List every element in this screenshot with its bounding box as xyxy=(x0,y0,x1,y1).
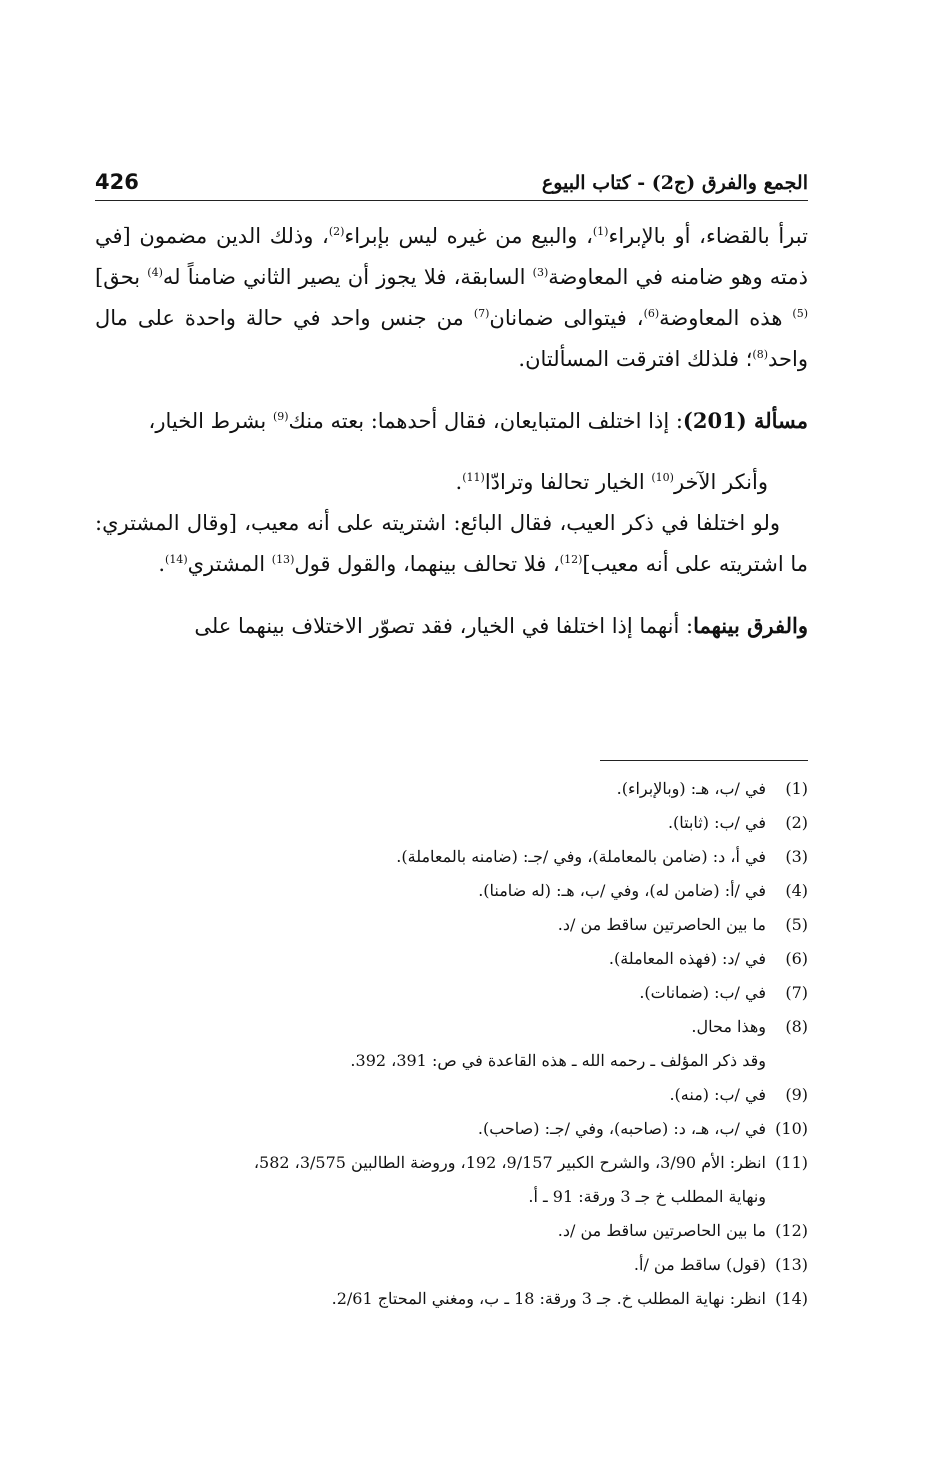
footnote-number: (10) xyxy=(775,1119,808,1138)
para-1: تبرأ بالقضاء، أو بالإبراء$^{(1)}$، والبيع من غيره ليس بإبراء$^{(2)}$، وذلك الدين مضمون [في ذمته وهو ضامنه في المعاوضة$^{(3)}$ السابقة، فلا يجوز أن يصير الثاني ضامناً له$^{(4)}$ بحق]$^{(5)}$ هذه المعاوضة$^{(6)}$، فيتوالى ضمانان$^{(7)}$ من جنس واحد في حالة واحدة على مال واحد$^{(8)}$؛ فلذلك افترقت المسألتان. xyxy=(95,224,808,371)
footnote-text: في /ب: (منه). xyxy=(669,1085,766,1104)
footnote-text: انظر: الأم 3/90، والشرح الكبير 9/157، 192، وروضة الطالبين 3/575، 582، xyxy=(253,1153,766,1172)
para-masala: مسألة (201): إذا اختلف المتبايعان، فقال أحدهما: بعته منك$^{(9)}$ بشرط الخيار، xyxy=(148,408,808,433)
para-masala-cont: وأنكر الآخر$^{(10)}$ الخيار تحالفا وترادّا$^{(11)}$. xyxy=(455,470,768,494)
footnote-number: (5) xyxy=(785,915,808,934)
running-header xyxy=(95,160,808,201)
footnote-text: في /ب: (ضمانات). xyxy=(639,983,766,1002)
footnote-marker: (2) xyxy=(328,225,345,238)
footnote xyxy=(95,908,808,942)
footnote-number: (4) xyxy=(785,881,808,900)
footnote-number: (1) xyxy=(785,779,808,798)
footnote-text: في /ب، هـ: (وبالإبراء). xyxy=(616,779,766,798)
footnote-text: في أ، د: (ضامن بالمعاملة)، وفي /جـ: (ضامنه بالمعاملة). xyxy=(396,847,766,866)
footnote-text: في /د: (فهذه المعاملة). xyxy=(608,949,766,968)
footnote xyxy=(95,1282,808,1316)
footnote-number: (13) xyxy=(775,1255,808,1274)
footnote-marker: (8) xyxy=(752,348,769,361)
footnote-number: (2) xyxy=(785,813,808,832)
footnote xyxy=(95,1078,808,1112)
footnote-marker: (10) xyxy=(651,471,674,484)
footnote-number: (6) xyxy=(785,949,808,968)
footnote-marker: (6) xyxy=(643,307,660,320)
footnote-number: (12) xyxy=(775,1221,808,1240)
footnote xyxy=(95,772,808,806)
bold-label: والفرق بينهما xyxy=(693,613,808,638)
footnote-text: في /ب، هـ، د: (صاحبه)، وفي /جـ: (صاحب). xyxy=(477,1119,766,1138)
bold-label: مسألة (201) xyxy=(682,408,808,433)
footnote-marker: (5) xyxy=(792,307,808,320)
footnote xyxy=(95,1214,808,1248)
footnote-marker: (9) xyxy=(272,410,289,423)
footnote-text: (قول) ساقط من /أ. xyxy=(633,1255,766,1274)
footnote-number: (3) xyxy=(785,847,808,866)
footnote xyxy=(95,806,808,840)
footnote-number: (11) xyxy=(775,1153,808,1172)
footnote xyxy=(95,1044,808,1078)
footnote-number: (14) xyxy=(775,1289,808,1308)
footnote-text: في /ب: (ثابتا). xyxy=(667,813,766,832)
footnote-marker: (1) xyxy=(592,225,609,238)
footnote xyxy=(95,1112,808,1146)
footnote-marker: (4) xyxy=(147,266,163,279)
footnote-number: (9) xyxy=(785,1085,808,1104)
footnote-marker: (11) xyxy=(462,471,485,484)
footnote xyxy=(95,976,808,1010)
footnote xyxy=(95,942,808,976)
footnote-marker: (13) xyxy=(271,553,295,566)
footnote-text: ما بين الحاصرتين ساقط من /د. xyxy=(557,1221,766,1240)
footnote-marker: (3) xyxy=(532,266,549,279)
footnote-number: (8) xyxy=(785,1017,808,1036)
footnote xyxy=(95,874,808,908)
footnote-marker: (7) xyxy=(473,307,490,320)
footnote-text: ما بين الحاصرتين ساقط من /د. xyxy=(557,915,766,934)
footnote-text: انظر: نهاية المطلب خ. جـ 3 ورقة: 18 ـ ب، ومغني المحتاج 2/61. xyxy=(331,1289,766,1308)
footnote-marker: (14) xyxy=(165,553,188,566)
footnote-number: (7) xyxy=(785,983,808,1002)
footnote xyxy=(95,1010,808,1044)
footnote-text: في /أ: (ضامن له)، وفي /ب، هـ: (له ضامنا). xyxy=(478,881,766,900)
footnote-text: وقد ذكر المؤلف ـ رحمه الله ـ هذه القاعدة في ص: 391، 392. xyxy=(350,1051,766,1070)
footnote-text: وهذا محال. xyxy=(691,1017,766,1036)
footnote xyxy=(95,840,808,874)
para-4: والفرق بينهما: أنهما إذا اختلفا في الخيار، فقد تصوّر الاختلاف بينهما على xyxy=(194,613,808,638)
footnote-marker: (12) xyxy=(559,553,583,566)
running-title: الجمع والفرق (ج2) - كتاب البيوع xyxy=(541,172,808,194)
footnote xyxy=(95,1146,808,1180)
footnote xyxy=(95,1180,808,1214)
footnote xyxy=(95,1248,808,1282)
footnote-text: ونهاية المطلب خ جـ 3 ورقة: 91 ـ أ. xyxy=(528,1187,766,1206)
footnotes xyxy=(95,772,808,1316)
para-3: ولو اختلفا في ذكر العيب، فقال البائع: اشتريته على أنه معيب، [وقال المشتري: ما اشتريته على أنه معيب]$^{(12)}$، فلا تحالف بينهما، والقول قول$^{(13)}$ المشتري$^{(14)}$. xyxy=(95,511,808,576)
main-text xyxy=(95,216,808,667)
footnote-separator xyxy=(600,760,808,761)
page-number: 426 xyxy=(95,170,139,194)
